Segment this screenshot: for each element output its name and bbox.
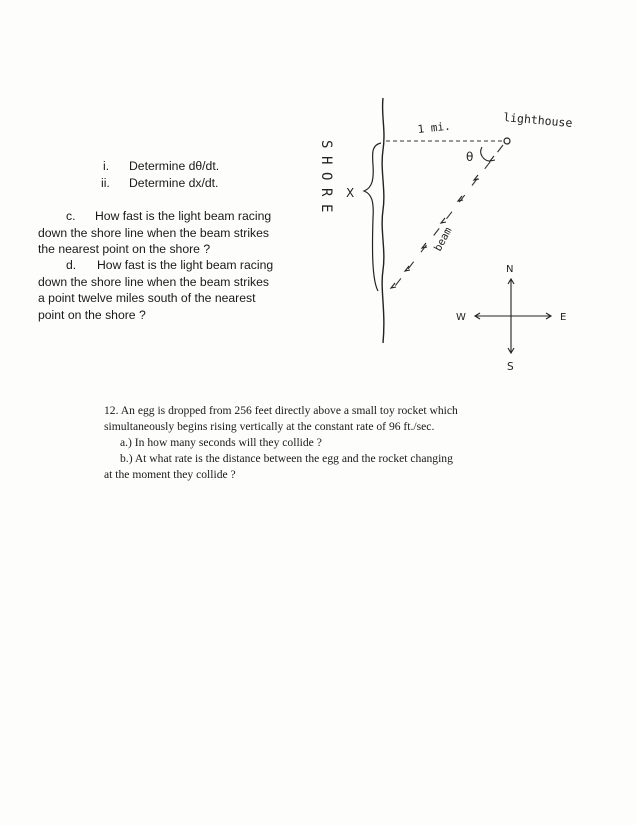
subpart-ii-text: Determine dx/dt.	[129, 176, 219, 190]
beam-line	[392, 145, 503, 290]
shore-letter-e: E	[318, 204, 334, 213]
shore-letter-o: O	[318, 172, 334, 181]
angle-arc	[481, 147, 490, 161]
part-d-label: d.	[66, 258, 77, 272]
subpart-i-text: Determine dθ/dt.	[129, 159, 220, 173]
shore-letter-h: H	[318, 156, 334, 165]
part-c-label: c.	[66, 209, 76, 223]
compass-e: E	[560, 312, 567, 323]
shore-letter-s: S	[318, 140, 334, 149]
problem-12-part-a: a.) In how many seconds will they collide ?	[120, 436, 322, 449]
problem-12-part-b: b.) At what rate is the distance between the egg and the rocket changing	[120, 452, 453, 465]
problem-12-line-5: at the moment they collide ?	[104, 468, 236, 481]
x-label: X	[346, 186, 355, 200]
compass-s: S	[507, 361, 514, 373]
angle-label: θ	[466, 150, 474, 164]
compass-w: W	[456, 312, 466, 323]
compass-n: N	[506, 264, 514, 275]
part-c-line-3: the nearest point on the shore ?	[38, 242, 211, 256]
subpart-i-number: i.	[103, 159, 110, 173]
part-c-line-2: down the shore line when the beam strikes	[38, 225, 270, 240]
lighthouse-label: lighthouse	[502, 110, 573, 131]
problem-12-line-2: simultaneously begins rising vertically at the constant rate of 96 ft./sec.	[104, 420, 435, 433]
beam-arrowheads	[391, 156, 495, 288]
beam-label: beam	[432, 225, 455, 254]
x-brace	[364, 143, 381, 291]
part-d-line-4: point on the shore ?	[38, 307, 146, 322]
problem-12	[104, 403, 458, 483]
shore-line	[382, 98, 384, 343]
part-d-line-3: a point twelve miles south of the nearest	[38, 291, 256, 305]
part-d-line-2: down the shore line when the beam strikes	[38, 274, 270, 289]
lighthouse-point	[504, 138, 510, 144]
distance-label: 1 mi.	[416, 119, 452, 136]
subpart-ii-number: ii.	[101, 176, 110, 190]
part-c-text-1: How fast is the light beam racing	[95, 209, 272, 223]
part-d-text-1: How fast is the light beam racing	[97, 258, 274, 272]
shore-label	[318, 140, 334, 212]
shore-letter-r: R	[318, 188, 334, 197]
problem-12-line-1: 12. An egg is dropped from 256 feet directly above a small toy rocket which	[104, 404, 458, 417]
